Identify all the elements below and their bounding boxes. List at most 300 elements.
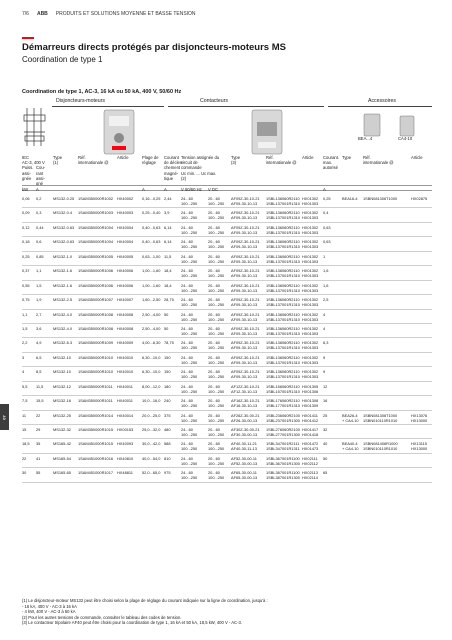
cell-a: 0,2 xyxy=(36,196,42,201)
cell-vdc: 20...60 100...250 xyxy=(208,239,225,250)
cell-cm: 1,6 xyxy=(323,268,329,274)
unit-a2: A xyxy=(142,186,145,192)
cell-ct: AF30Z-30-00-21 AF30-30-00-13 xyxy=(231,427,260,437)
page-number: 7/6 xyxy=(22,11,29,17)
accessory-ca-photo xyxy=(400,116,414,136)
cell-t: MS165-42 xyxy=(53,441,71,447)
cell-m: 28,75 xyxy=(164,297,174,303)
cell-cr: 1SBL156060R2110 1SBL157001R1310 xyxy=(266,383,300,394)
cell-vdc: 20...60 100...250 xyxy=(208,470,225,481)
cell-cr: 1SBL136060R2110 1SBL137001R1310 xyxy=(266,224,300,235)
unit-a4: A xyxy=(323,186,326,192)
cell-vdc: 20...60 100...250 xyxy=(208,268,225,279)
cell-v: 24...60 100...250 xyxy=(181,369,198,380)
cell-t: MS132-10 xyxy=(53,369,71,375)
cell-r: 1SAM451000R1017 xyxy=(78,470,114,476)
cell-ct: AF09Z-30-10-21 AF09-30-10-13 xyxy=(231,340,260,351)
cell-vdc: 20...60 100...250 xyxy=(208,369,225,380)
cell-ca: HX01417 HX01418 xyxy=(302,427,319,437)
cell-kw: 5,5 xyxy=(22,383,28,389)
cell-art: HX40008 xyxy=(117,325,134,331)
colhead-voltage: Tension assignée du circuit de commande Uc min. ... Uc max. (2) xyxy=(181,155,220,181)
table-row xyxy=(22,295,432,309)
cell-vdc: 20...60 100...250 xyxy=(208,253,225,264)
cell-br: 1SBN081306T1000 1SBN010110R1010 xyxy=(363,412,398,423)
table-row xyxy=(22,237,432,251)
cell-p: 0,40...0,63 xyxy=(142,239,161,245)
table-row xyxy=(22,468,432,482)
cell-t: MS132-0.63 xyxy=(53,239,75,245)
cell-bart: HX13076 HX13000 xyxy=(411,412,428,423)
footnotes xyxy=(22,598,432,626)
cell-a: 0,3 xyxy=(36,210,42,216)
cell-kw: 7,5 xyxy=(22,398,28,404)
cell-cr: 1SBL387001R1100 1SBL387001R1300 xyxy=(266,470,300,481)
cell-art: HX40003 xyxy=(117,210,134,216)
group-rule-breakers xyxy=(52,106,164,107)
cell-r: 1SAM350000R1006 xyxy=(78,282,114,288)
cell-m: 375 xyxy=(164,412,171,418)
footnote-1a: - 16 kA, 400 V - AC-3 à 16 kA xyxy=(22,603,77,609)
cell-p: 20,0...25,0 xyxy=(142,412,161,418)
cell-ca: HX01302 HX01303 xyxy=(302,282,319,293)
cell-vdc: 20...60 100...250 xyxy=(208,282,225,293)
table-row xyxy=(22,324,432,338)
table-row xyxy=(22,454,432,468)
cell-ct: AF65-30-00-11 AF65-30-00-13 xyxy=(231,470,258,481)
cell-ct: AF09Z-30-10-21 AF09-30-10-13 xyxy=(231,224,260,235)
footnote-2: (2) Pour les autres tensions de commande, consulter le tableau des codes de tension. xyxy=(22,614,182,620)
cell-t: MS132-16 xyxy=(53,398,71,404)
cell-art: HX40011 xyxy=(117,383,133,389)
cell-cr: 1SBL136060R2110 1SBL137001R1310 xyxy=(266,253,300,264)
cell-kw: 3 xyxy=(22,354,25,360)
cell-v: 24...60 100...250 xyxy=(181,239,198,250)
table-row xyxy=(22,353,432,367)
cell-a: 6,5 xyxy=(36,354,42,360)
cell-t: MS132-4.0 xyxy=(53,325,73,331)
cell-v: 24...60 100...250 xyxy=(181,224,198,235)
cell-vdc: 20...60 100...250 xyxy=(208,297,225,308)
cell-cr: 1SBL136060R2110 1SBL137001R1310 xyxy=(266,268,300,279)
cell-vdc: 20...60 100...250 xyxy=(208,325,225,336)
table-row xyxy=(22,382,432,396)
units-row xyxy=(22,185,432,191)
page-header xyxy=(22,11,432,17)
cell-ca: HX01302 HX01303 xyxy=(302,340,319,351)
cell-cm: 4 xyxy=(323,325,326,331)
cell-kw: 30 xyxy=(22,470,27,476)
cell-m: 588 xyxy=(164,441,171,447)
cell-ct: AF09Z-30-10-21 AF09-30-10-13 xyxy=(231,354,260,365)
product-label-ca: CA4-10 xyxy=(398,136,413,141)
cell-ca: HX01302 HX01303 xyxy=(302,354,319,365)
cell-bart: HX02875 xyxy=(411,196,428,201)
group-label-contactors: Contacteurs xyxy=(200,98,228,104)
cell-vdc: 20...60 100...250 xyxy=(208,455,225,466)
cell-kw: 4 xyxy=(22,369,25,375)
page-category: PRODUITS ET SOLUTIONS MOYENNE ET BASSE TENSION xyxy=(55,11,196,17)
cell-ct: AF09Z-30-10-21 AF09-30-10-13 xyxy=(231,297,260,308)
cell-art: HX40005 xyxy=(117,253,134,259)
cell-a: 4,9 xyxy=(36,340,42,346)
cell-cm: 40 xyxy=(323,441,328,447)
cell-cm: 0,63 xyxy=(323,239,331,245)
cell-ct: AF16Z-30-10-21 AF16-30-10-13 xyxy=(231,398,260,409)
product-label-bea: BEA...4 xyxy=(358,136,373,141)
cell-r: 1SAM350000R1008 xyxy=(78,311,114,317)
cell-vdc: 20...60 100...250 xyxy=(208,427,225,437)
group-label-accessories: Accessoires xyxy=(368,98,396,104)
cell-cr: 1SBL136060R2110 1SBL137001R1310 xyxy=(266,354,300,365)
cell-t: MS132-1.6 xyxy=(53,268,73,274)
cell-cm: 12 xyxy=(323,383,328,389)
cell-v: 24...60 100...250 xyxy=(181,253,198,264)
colhead-max-current: Courant. max. autorisé xyxy=(323,155,340,171)
cell-m: 240 xyxy=(164,398,171,404)
cell-m: 180 xyxy=(164,383,171,389)
colhead-trip: Courant de déclen- chement magné- tique xyxy=(164,155,184,181)
cell-art: HX48811 xyxy=(117,470,133,476)
cell-p: 52,0...65,0 xyxy=(142,470,161,476)
cell-m: 18,4 xyxy=(164,268,172,274)
cell-p: 0,40...0,63 xyxy=(142,224,161,230)
cell-t: MS132-0.63 xyxy=(53,224,75,230)
cell-art: HX40004 xyxy=(117,239,134,245)
cell-r: 1SAM350000R1010 xyxy=(78,354,114,360)
cell-r: 1SAM350000R1011 xyxy=(78,398,113,404)
cell-art: HX40014 xyxy=(117,412,134,418)
cell-p: 4,00...6,30 xyxy=(142,340,161,346)
cell-art: HX40006 xyxy=(117,282,134,288)
cell-r: 1SAM350000R1002 xyxy=(78,196,114,201)
cell-br: 1SBN081306T1000 xyxy=(363,196,398,201)
cell-bt: BEA16-4 xyxy=(342,196,358,201)
footnote-1b: - 4 kW, 400 V - AC-3 à 50 kA xyxy=(22,609,76,615)
cell-v: 24...60 100...250 xyxy=(181,427,198,437)
cell-m: 50 xyxy=(164,325,169,331)
cell-ca: HX01308 HX01309 xyxy=(302,398,319,409)
cell-ca: HX01302 HX01303 xyxy=(302,239,319,250)
cell-vdc: 20...60 100...250 xyxy=(208,398,225,409)
colhead-ref1: Réf. internationale @ xyxy=(78,155,109,166)
cell-m: 975 xyxy=(164,470,171,476)
circuit-schematic-icon xyxy=(22,108,48,146)
cell-a: 1,9 xyxy=(36,297,42,303)
cell-art: HX40810 xyxy=(117,455,134,461)
cell-cr: 1SBL136060R2110 1SBL137001R1310 xyxy=(266,196,300,206)
cell-cr: 1SBL136060R2110 1SBL137001R1310 xyxy=(266,369,300,380)
cell-m: 11,5 xyxy=(164,253,172,259)
cell-v: 24...60 100...250 xyxy=(181,340,198,351)
cell-m: 480 xyxy=(164,427,171,432)
cell-r: 1SAM350000R1004 xyxy=(78,224,114,230)
cell-ca: HX01302 HX01303 xyxy=(302,369,319,380)
cell-kw: 2,2 xyxy=(22,340,28,346)
colhead-range: Plage de réglage xyxy=(142,155,159,166)
colhead-ref3: Réf. internationale @ xyxy=(363,155,394,166)
cell-ca: HX01411 HX01412 xyxy=(302,412,319,423)
cell-kw: 0,25 xyxy=(22,253,30,259)
table-row xyxy=(22,252,432,266)
cell-p: 2,50...4,00 xyxy=(142,311,161,317)
cell-a: 0,44 xyxy=(36,224,44,230)
footnote-3: (3) Le contacteur tripolaire AF40 peut être choisi pour la coordination de type 1, 16 kA et 50 kA, 18,5 kW, 400 V - AC-3. xyxy=(22,620,242,626)
cell-cm: 25 xyxy=(323,412,328,418)
cell-art: HX40010 xyxy=(117,354,134,360)
cell-ca: HX01302 HX01303 xyxy=(302,253,319,264)
cell-m: 150 xyxy=(164,354,171,360)
cell-v: 24...60 100...250 xyxy=(181,268,198,279)
cell-ca: HX01302 HX01303 xyxy=(302,210,319,221)
cell-p: 1,00...1,60 xyxy=(142,268,161,274)
cell-p: 1,60...2,50 xyxy=(142,297,161,303)
cell-ct: AF12Z-30-10-21 AF12-30-10-13 xyxy=(231,383,260,394)
cell-br: 1SBN081406R1000 1SBN010110R1010 xyxy=(363,441,398,452)
cell-cm: 0,63 xyxy=(323,224,331,230)
cell-ct: AF09Z-30-10-21 AF09-30-10-13 xyxy=(231,311,260,322)
cell-m: 150 xyxy=(164,369,171,375)
cell-ca: HX01302 HX01303 xyxy=(302,268,319,279)
cell-kw: 0,55 xyxy=(22,282,30,288)
cell-m: 6,14 xyxy=(164,224,172,230)
table-row xyxy=(22,281,432,295)
cell-art: HX40002 xyxy=(117,196,134,201)
cell-kw: 0,75 xyxy=(22,297,30,303)
unit-a1: A xyxy=(36,186,39,192)
cell-ct: AF40-30-11-21 AF40-30-11-13 xyxy=(231,441,257,452)
cell-t: MS132-25 xyxy=(53,412,71,418)
coordination-table xyxy=(22,194,432,483)
cell-r: 1SAM350000R1008 xyxy=(78,325,114,331)
cell-vdc: 20...60 100...250 xyxy=(208,224,225,235)
cell-ct: AF09Z-30-10-21 AF09-30-10-13 xyxy=(231,369,260,380)
cell-cr: 1SBL176060R2110 1SBL177001R1310 xyxy=(266,398,300,409)
cell-r: 1SAM350000R1007 xyxy=(78,297,114,303)
cell-a: 3,6 xyxy=(36,325,42,331)
cell-a: 29 xyxy=(36,427,41,432)
cell-m: 78,75 xyxy=(164,340,174,346)
cell-ct: AF09Z-30-10-21 AF09-30-10-13 xyxy=(231,253,260,264)
cell-p: 25,0...32,0 xyxy=(142,427,161,432)
cell-a: 15,5 xyxy=(36,398,44,404)
cell-kw: 18,5 xyxy=(22,441,30,447)
cell-bart: HX13115 HX13000 xyxy=(411,441,428,452)
cell-a: 8,5 xyxy=(36,369,42,375)
cell-ct: AF26Z-30-00-21 AF26-30-00-13 xyxy=(231,412,260,423)
cell-r: 1SAM451000R1016 xyxy=(78,455,114,461)
cell-vdc: 20...60 100...250 xyxy=(208,311,225,322)
colhead-power: IEC AC-3, 400 V Puiss. assi- gnée xyxy=(22,155,45,181)
cell-a: 2,7 xyxy=(36,311,42,317)
cell-cr: 1SBL236060R2100 1SBL237001R1300 xyxy=(266,412,300,423)
cell-cm: 9 xyxy=(323,354,326,360)
cell-a: 11,5 xyxy=(36,383,44,389)
cell-t: MS132-4.0 xyxy=(53,311,73,317)
unit-kw: kW xyxy=(22,186,29,192)
cell-cr: 1SBL276060R2100 1SBL277001R1300 xyxy=(266,427,300,437)
cell-vdc: 20...60 100...250 xyxy=(208,441,225,452)
cell-p: 2,50...4,00 xyxy=(142,325,161,331)
cell-vdc: 20...60 100...250 xyxy=(208,412,225,423)
table-row xyxy=(22,338,432,352)
brand-logo: ABB xyxy=(36,11,48,17)
cell-cr: 1SBL367001R1100 1SBL367001R1300 xyxy=(266,455,300,466)
cell-p: 40,0...54,0 xyxy=(142,455,161,461)
cell-a: 35 xyxy=(36,441,41,447)
cell-v: 24...60 100...250 xyxy=(181,455,198,466)
cell-v: 24...60 100...250 xyxy=(181,325,198,336)
cell-vdc: 20...60 100...250 xyxy=(208,210,225,221)
cell-t: MS132-12 xyxy=(53,383,71,389)
cell-r: 1SAM350000R1003 xyxy=(78,210,114,216)
cell-art: HX40009 xyxy=(117,340,134,346)
cell-kw: 15 xyxy=(22,427,27,432)
cell-ca: HX01302 HX01303 xyxy=(302,311,319,322)
cell-cm: 0,4 xyxy=(323,210,329,216)
cell-kw: 0,37 xyxy=(22,268,30,274)
accessory-bea-photo xyxy=(364,114,380,136)
colhead-article3: Article xyxy=(411,155,423,160)
cell-cr: 1SBL347001R2111 1SBL347001R1311 xyxy=(266,441,300,452)
cell-kw: 11 xyxy=(22,412,27,418)
cell-t: MS132-2.5 xyxy=(53,297,73,303)
cell-ct: AF09Z-30-10-21 AF09-30-10-13 xyxy=(231,325,260,336)
cell-a: 0,6 xyxy=(36,239,42,245)
cell-v: 24...60 100...250 xyxy=(181,282,198,293)
cell-t: MS132-32 xyxy=(53,427,71,432)
table-row xyxy=(22,411,432,425)
cell-art: HX40006 xyxy=(117,268,134,274)
cell-v: 24...60 100...250 xyxy=(181,470,198,481)
cell-r: 1SAM350000R1015 xyxy=(78,427,114,432)
page-subtitle: Coordination de type 1 xyxy=(22,55,103,64)
table-row xyxy=(22,208,432,222)
cell-ca: HX01302 HX01303 xyxy=(302,325,319,336)
colhead-article1: Article xyxy=(117,155,129,160)
cell-kw: 0,12 xyxy=(22,224,30,230)
cell-a: 1,1 xyxy=(36,268,42,274)
cell-cr: 1SBL136060R2110 1SBL137001R1310 xyxy=(266,210,300,221)
cell-cr: 1SBL136060R2110 1SBL137001R1310 xyxy=(266,282,300,293)
table-row xyxy=(22,223,432,237)
cell-ct: AF52-30-00-11 AF52-30-00-13 xyxy=(231,455,258,466)
table-row xyxy=(22,439,432,453)
title-accent-bar xyxy=(22,37,34,39)
cell-t: MS165-54 xyxy=(53,455,71,461)
table-row xyxy=(22,194,432,208)
cell-art: HX40008 xyxy=(117,311,134,317)
cell-ca: HX01302 HX01303 xyxy=(302,196,319,206)
cell-p: 0,63...1,00 xyxy=(142,253,161,259)
cell-bt: BEA26-4 + CA4-10 xyxy=(342,412,359,423)
cell-cm: 50 xyxy=(323,455,328,461)
cell-t: MS132-0.25 xyxy=(53,196,75,201)
cell-p: 0,25...0,40 xyxy=(142,210,161,216)
cell-art: HX40010 xyxy=(117,369,134,375)
cell-kw: 0,09 xyxy=(22,210,30,216)
colhead-article2: Article xyxy=(302,155,314,160)
cell-cr: 1SBL136060R2110 1SBL137001R1310 xyxy=(266,325,300,336)
cell-cr: 1SBL136060R2110 1SBL137001R1310 xyxy=(266,340,300,351)
cell-art: HX40093 xyxy=(117,441,134,447)
cell-ct: AF09Z-30-10-21 AF09-30-10-13 xyxy=(231,196,260,206)
cell-r: 1SAM350000R1011 xyxy=(78,383,113,389)
table-row xyxy=(22,367,432,381)
cell-v: 24...60 100...250 xyxy=(181,297,198,308)
chapter-tab: 07 xyxy=(0,404,9,430)
cell-ct: AF09Z-30-10-21 AF09-30-10-13 xyxy=(231,239,260,250)
cell-a: 1,5 xyxy=(36,282,42,288)
table-row xyxy=(22,310,432,324)
cell-r: 1SAM350000R1005 xyxy=(78,253,114,259)
section-title: Coordination de type 1, AC-3, 16 kA ou 50 kA, 400 V, 50/60 Hz xyxy=(22,89,182,95)
cell-kw: 0,18 xyxy=(22,239,30,245)
cell-cm: 9 xyxy=(323,369,326,375)
cell-t: MS132-6.3 xyxy=(53,340,73,346)
cell-r: 1SAM350000R1006 xyxy=(78,268,114,274)
cell-t: MS132-10 xyxy=(53,354,71,360)
cell-a: 55 xyxy=(36,470,41,476)
cell-a: 22 xyxy=(36,412,41,418)
colhead-type3: Type xyxy=(342,155,352,160)
cell-cr: 1SBL136060R2110 1SBL137001R1310 xyxy=(266,311,300,322)
cell-kw: 1,1 xyxy=(22,311,28,317)
cell-m: 50 xyxy=(164,311,169,317)
cell-cm: 1,6 xyxy=(323,282,329,288)
cell-t: MS132-1.6 xyxy=(53,282,73,288)
cell-vdc: 20...60 100...250 xyxy=(208,383,225,394)
cell-v: 24...60 100...250 xyxy=(181,196,198,206)
cell-v: 24...60 100...250 xyxy=(181,354,198,365)
cell-cm: 16 xyxy=(323,398,328,404)
motor-breaker-photo xyxy=(104,110,134,154)
cell-r: 1SAM350000R1009 xyxy=(78,340,114,346)
cell-ct: AF09Z-30-10-21 AF09-30-10-13 xyxy=(231,282,260,293)
cell-cm: 1 xyxy=(323,253,326,259)
table-row xyxy=(22,425,432,439)
cell-cm: 2,5 xyxy=(323,297,329,303)
cell-kw: 22 xyxy=(22,455,27,461)
cell-p: 6,30...10,0 xyxy=(142,369,161,375)
cell-art: HX40004 xyxy=(117,224,134,230)
cell-cm: 6,3 xyxy=(323,340,329,346)
table-row xyxy=(22,266,432,280)
cell-ca: HX01305 HX01306 xyxy=(302,383,319,394)
unit-vdc: V DC xyxy=(208,186,219,192)
cell-art: HX40007 xyxy=(117,297,134,303)
cell-m: 810 xyxy=(164,455,171,461)
cell-cm: 65 xyxy=(323,470,328,476)
cell-a: 41 xyxy=(36,455,41,461)
cell-kw: 0,06 xyxy=(22,196,30,201)
cell-v: 24...60 100...250 xyxy=(181,441,198,452)
cell-ct: AF09Z-30-10-21 AF09-30-10-13 xyxy=(231,210,260,221)
cell-v: 24...60 100...250 xyxy=(181,412,198,423)
cell-m: 2,44 xyxy=(164,196,172,201)
cell-p: 8,00...12,0 xyxy=(142,383,161,389)
cell-p: 30,0...42,0 xyxy=(142,441,161,447)
unit-vac: V 50/60 Hz xyxy=(181,186,202,192)
cell-p: 6,30...10,0 xyxy=(142,354,161,360)
cell-ca: HX01472 HX01473 xyxy=(302,441,319,452)
group-rule-contactors xyxy=(168,106,324,107)
colhead-ref2: Réf. internationale @ xyxy=(266,155,297,166)
cell-t: MS165-65 xyxy=(53,470,71,476)
cell-ca: HX02113 HX02114 xyxy=(302,470,318,481)
cell-m: 6,14 xyxy=(164,239,172,245)
cell-r: 1SAM451000R1015 xyxy=(78,441,114,447)
